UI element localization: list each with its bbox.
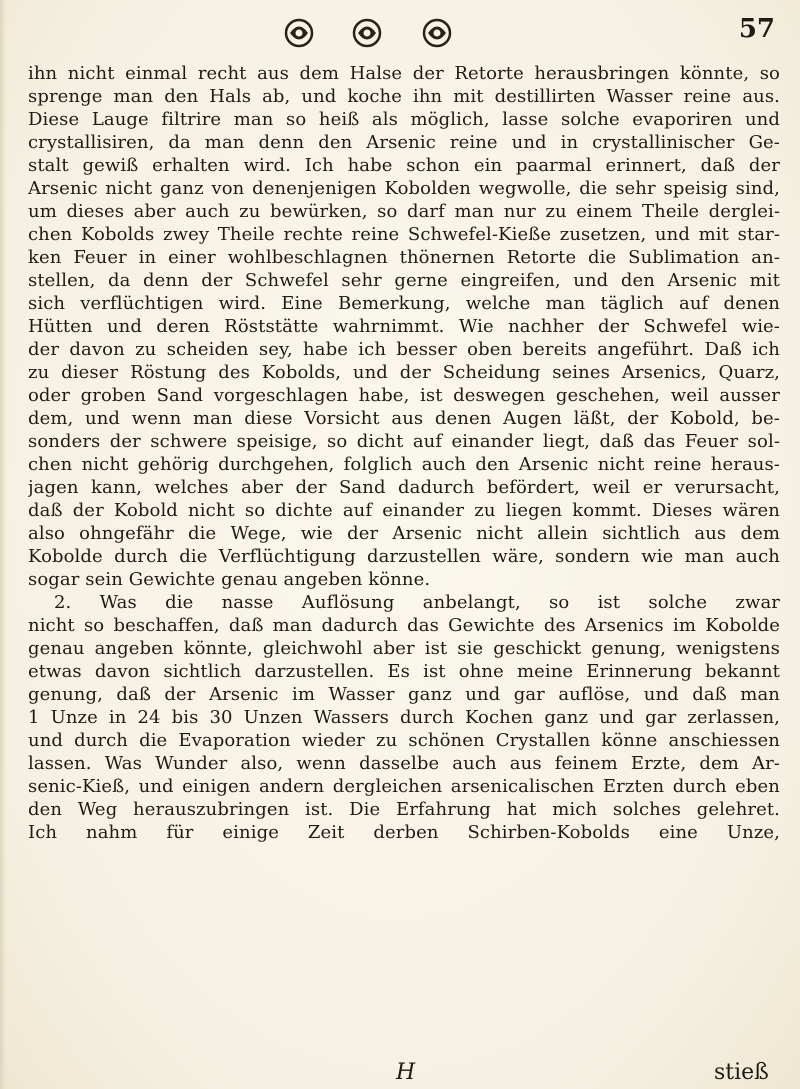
text-line: genung, daß der Arsenic im Wasser ganz und gar auflöse, und daß man [28,684,780,705]
text-line: und durch die Evaporation wieder zu schönen Crystallen könne anschiessen [28,730,780,751]
text-line: um dieses aber auch zu bewürken, so darf man nur zu einem Theile derglei- [28,201,780,222]
text-line: 1 Unze in 24 bis 30 Unzen Wassers durch Kochen ganz und gar zerlassen, [28,707,780,728]
text-line: zu dieser Röstung des Kobolds, und der Scheidung seines Arsenics, Quarz, [28,362,780,383]
text-line: chen Kobolds zwey Theile rechte reine Schwefel-Kieße zusetzen, und mit star- [28,224,780,245]
page-footer [0,1060,800,1086]
signature-mark: H [396,1060,416,1085]
text-line: genau angeben könnte, gleichwohl aber ist sie geschickt genung, wenigstens [28,638,780,659]
text-line: daß der Kobold nicht so dichte auf einander zu liegen kommt. Dieses wären [28,500,780,521]
body-text [28,62,780,844]
catchword: stieß [714,1060,769,1085]
page-header [0,0,800,70]
text-line: der davon zu scheiden sey, habe ich besser oben bereits angeführt. Daß ich [28,339,780,360]
page-gutter [0,0,6,1089]
text-line: sonders der schwere speisige, so dicht auf einander liegt, daß das Feuer sol- [28,431,780,452]
text-line: sich verflüchtigen wird. Eine Bemerkung, welche man täglich auf denen [28,293,780,314]
text-line: jagen kann, welches aber der Sand dadurch befördert, weil er verursacht, [28,477,780,498]
section-heading-line: 2. Was die nasse Auflösung anbelangt, so ist solche zwar [54,592,780,613]
text-line: den Weg herauszubringen ist. Die Erfahrung hat mich solches gelehret. [28,799,780,820]
text-line: lassen. Was Wunder also, wenn dasselbe auch aus feinem Erzte, dem Ar- [28,753,780,774]
text-line: etwas davon sichtlich darzustellen. Es ist ohne meine Erinnerung bekannt [28,661,780,682]
text-line: sprenge man den Hals ab, und koche ihn mit destillirten Wasser reine aus. [28,86,780,107]
text-line: Hütten und deren Röststätte wahrnimmt. Wie nachher der Schwefel wie- [28,316,780,337]
text-line: ken Feuer in einer wohlbeschlagnen thönernen Retorte die Sublimation an- [28,247,780,268]
text-line: ihn nicht einmal recht aus dem Halse der Retorte herausbringen könnte, so [28,63,780,84]
text-line: also ohngefähr die Wege, wie der Arsenic nicht allein sichtlich aus dem [28,523,780,544]
text-line: stalt gewiß erhalten wird. Ich habe schon ein paarmal erinnert, daß der [28,155,780,176]
text-line: Arsenic nicht ganz von denenjenigen Kobolden wegwolle, die sehr speisig sind, [28,178,780,199]
ornament-icon [282,16,316,50]
text-line: stellen, da denn der Schwefel sehr gerne eingreifen, und den Arsenic mit [28,270,780,291]
text-line: senic-Kieß, und einigen andern dergleichen arsenicalischen Erzten durch eben [28,776,780,797]
ornament-icon [420,16,454,50]
text-line: chen nicht gehörig durchgehen, folglich auch den Arsenic nicht reine heraus- [28,454,780,475]
text-line: Diese Lauge filtrire man so heiß als möglich, lasse solche evaporiren und [28,109,780,130]
text-line: Ich nahm für einige Zeit derben Schirben-Kobolds eine Unze, [28,822,780,843]
ornament-icon [350,16,384,50]
text-line: oder groben Sand vorgeschlagen habe, ist deswegen geschehen, weil ausser [28,385,780,406]
text-line: crystallisiren, da man denn den Arsenic reine und in crystallinischer Ge- [28,132,780,153]
text-line: dem, und wenn man diese Vorsicht aus denen Augen läßt, der Kobold, be- [28,408,780,429]
text-line: Kobolde durch die Verflüchtigung darzustellen wäre, sondern wie man auch [28,546,780,567]
page-number: 57 [738,14,775,44]
text-line: sogar sein Gewichte genau angeben könne. [28,569,431,590]
text-line: nicht so beschaffen, daß man dadurch das Gewichte des Arsenics im Kobolde [28,615,780,636]
